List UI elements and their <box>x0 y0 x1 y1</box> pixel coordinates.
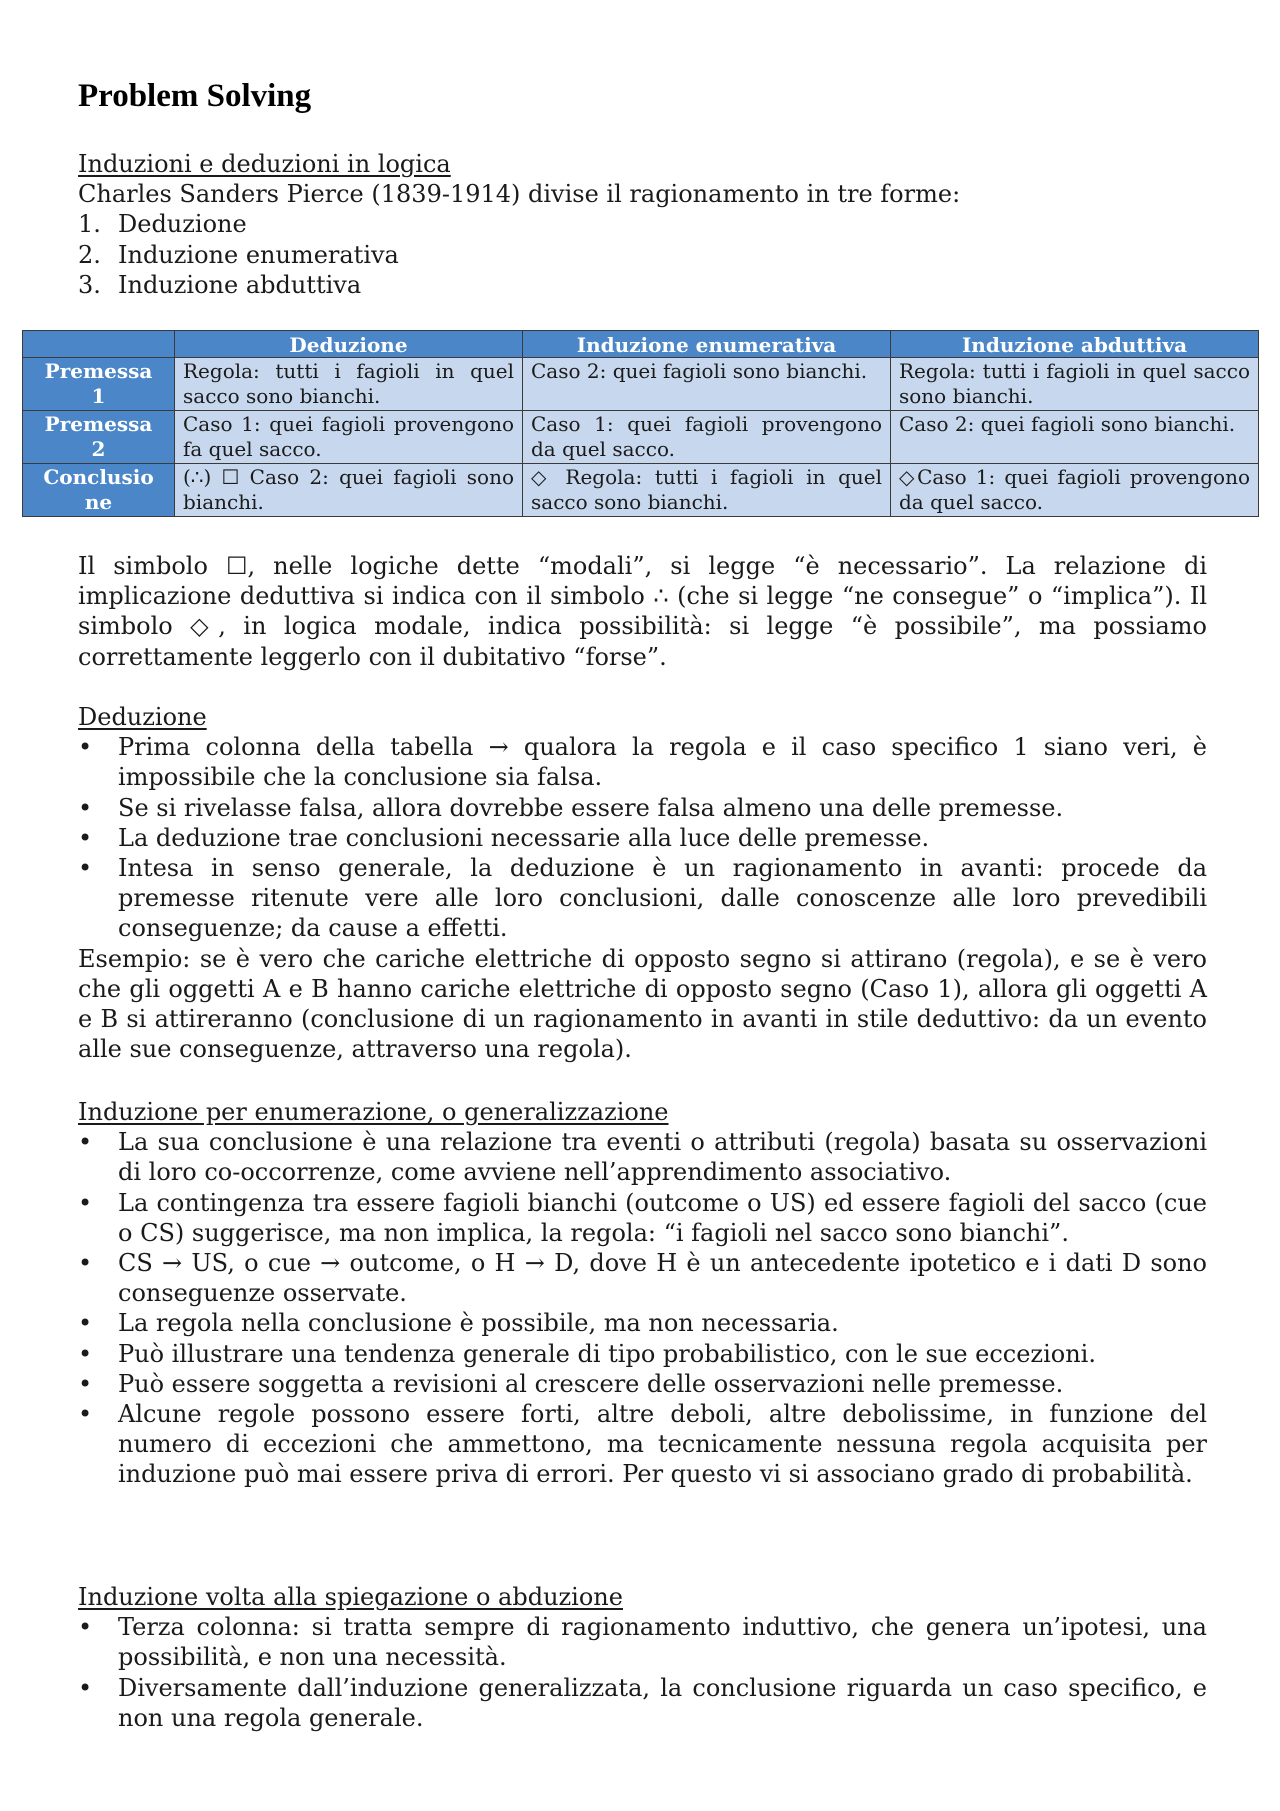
table-header-row <box>23 331 1259 358</box>
enumerazione-section <box>78 1097 1207 1490</box>
intro-section <box>78 149 1207 300</box>
column-header-deduzione: Deduzione <box>175 331 523 358</box>
deduzione-section <box>78 702 1207 1064</box>
column-header-induzione-abduttiva: Induzione abduttiva <box>891 331 1259 358</box>
list-item <box>78 1308 1207 1338</box>
list-item-text: Induzione abduttiva <box>118 270 362 299</box>
list-item-text: Può illustrare una tendenza generale di tipo probabilistico, con le sue eccezioni. <box>118 1339 1096 1368</box>
list-item <box>78 1673 1207 1733</box>
list-item-text: La contingenza tra essere fagioli bianchi (outcome o US) ed essere fagioli del sacco (cue o CS) suggerisce, ma non implica, la regola: “i fagioli nel sacco sono bianchi”. <box>118 1188 1207 1247</box>
enumerazione-bullets <box>78 1127 1207 1489</box>
list-item <box>78 240 1207 270</box>
section-heading: Induzione volta alla spiegazione o abduzione <box>78 1583 623 1611</box>
list-number: 2. <box>78 240 101 269</box>
reasoning-forms-list <box>78 209 1207 300</box>
table-cell: Caso 1: quei fagioli provengono da quel sacco. <box>523 411 891 464</box>
list-item <box>78 793 1207 823</box>
bullet-icon: • <box>78 854 93 883</box>
bullet-icon: • <box>78 1188 93 1217</box>
list-item <box>78 1248 1207 1308</box>
table-cell: Regola: tutti i fagioli in quel sacco sono bianchi. <box>891 358 1259 411</box>
list-item-text: La sua conclusione è una relazione tra eventi o attributi (regola) basata su osservazioni di loro co-occorrenze, come avviene nell’apprendimento associativo. <box>118 1128 1207 1187</box>
list-item-text: Alcune regole possono essere forti, altre deboli, altre debolissime, in funzione del numero di eccezioni che ammettono, ma tecnicamente nessuna regola acquisita per induzione può mai essere priva di errori. Per questo vi si associano grado di probabilità. <box>118 1400 1207 1489</box>
list-item <box>78 1339 1207 1369</box>
modal-symbols-paragraph: Il simbolo ☐, nelle logiche dette “modali”, si legge “è necessario”. La relazione di implicazione deduttiva si indica con il simbolo ∴ (che si legge “ne consegue” o “implica”). Il simbolo ◇, in logica modale, indica possibilità: si legge “è possibile”, ma possiamo correttamente leggerlo con il dubitativo “forse”. <box>78 552 1207 671</box>
row-header-premessa-1 <box>23 358 175 411</box>
table-row <box>23 358 1259 411</box>
list-item <box>78 823 1207 853</box>
intro-heading: Induzioni e deduzioni in logica <box>78 150 451 178</box>
page-title: Problem Solving <box>78 78 312 114</box>
table-row <box>23 464 1259 517</box>
column-header-induzione-enumerativa: Induzione enumerativa <box>523 331 891 358</box>
list-item-text: Può essere soggetta a revisioni al crescere delle osservazioni nelle premesse. <box>118 1369 1064 1398</box>
deduzione-example: Esempio: se è vero che cariche elettriche di opposto segno si attirano (regola), e se è vero che gli oggetti A e B hanno cariche elettriche di opposto segno (Caso 1), allora gli oggetti A e B si attireranno (conclusione di un ragionamento in avanti in stile deduttivo: da un evento alle sue conseguenze, attraverso una regola). <box>78 944 1207 1064</box>
list-item <box>78 732 1207 792</box>
bullet-icon: • <box>78 733 93 762</box>
list-number: 3. <box>78 270 101 299</box>
list-item <box>78 1127 1207 1187</box>
table-cell: Caso 2: quei fagioli sono bianchi. <box>523 358 891 411</box>
list-item-text: Se si rivelasse falsa, allora dovrebbe essere falsa almeno una delle premesse. <box>118 793 1064 822</box>
bullet-icon: • <box>78 793 93 822</box>
list-item <box>78 853 1207 944</box>
bullet-icon: • <box>78 1339 93 1368</box>
table-cell: ◇ Regola: tutti i fagioli in quel sacco sono bianchi. <box>523 464 891 517</box>
list-item <box>78 270 1207 300</box>
table-cell: (∴) ☐ Caso 2: quei fagioli sono bianchi. <box>175 464 523 517</box>
table-cell: ◇Caso 1: quei fagioli provengono da quel sacco. <box>891 464 1259 517</box>
list-item-text: Prima colonna della tabella → qualora la regola e il caso specifico 1 siano veri, è impossibile che la conclusione sia falsa. <box>118 733 1207 792</box>
list-number: 1. <box>78 210 101 239</box>
list-item-text: La regola nella conclusione è possibile, ma non necessaria. <box>118 1309 839 1338</box>
row-header-premessa-2 <box>23 411 175 464</box>
table-cell: Caso 1: quei fagioli provengono fa quel sacco. <box>175 411 523 464</box>
reasoning-table <box>22 330 1259 517</box>
list-item-text: Intesa in senso generale, la deduzione è un ragionamento in avanti: procede da premesse ritenute vere alle loro conclusioni, dalle conoscenze alle loro prevedibili conseguenze; da cause a effetti. <box>118 854 1207 943</box>
list-item-text: La deduzione trae conclusioni necessarie alla luce delle premesse. <box>118 823 930 852</box>
list-item <box>78 209 1207 239</box>
abduzione-bullets <box>78 1612 1207 1733</box>
row-header-line: ne <box>84 489 113 514</box>
row-header-line: Premessa <box>44 359 153 383</box>
deduzione-bullets <box>78 732 1207 943</box>
bullet-icon: • <box>78 1400 93 1429</box>
bullet-icon: • <box>78 1249 93 1278</box>
bullet-icon: • <box>78 823 93 852</box>
row-header-line: 1 <box>91 383 106 408</box>
bullet-icon: • <box>78 1309 93 1338</box>
list-item-text: Deduzione <box>118 210 247 239</box>
list-item-text: Diversamente dall’induzione generalizzata, la conclusione riguarda un caso specifico, e non una regola generale. <box>118 1673 1207 1732</box>
table-corner-cell <box>23 331 175 358</box>
bullet-icon: • <box>78 1613 93 1642</box>
row-header-line: 2 <box>91 436 106 461</box>
list-item <box>78 1188 1207 1248</box>
row-header-line: Premessa <box>44 412 153 436</box>
bullet-icon: • <box>78 1369 93 1398</box>
bullet-icon: • <box>78 1128 93 1157</box>
table-row <box>23 411 1259 464</box>
list-item <box>78 1612 1207 1672</box>
list-item-text: Induzione enumerativa <box>118 240 399 269</box>
section-heading: Induzione per enumerazione, o generalizzazione <box>78 1098 669 1126</box>
intro-text: Charles Sanders Pierce (1839-1914) divise il ragionamento in tre forme: <box>78 180 961 209</box>
list-item <box>78 1399 1207 1490</box>
list-item-text: Terza colonna: si tratta sempre di ragionamento induttivo, che genera un’ipotesi, una possibilità, e non una necessità. <box>118 1613 1207 1672</box>
table-cell: Regola: tutti i fagioli in quel sacco sono bianchi. <box>175 358 523 411</box>
abduzione-section <box>78 1582 1207 1733</box>
row-header-conclusione <box>23 464 175 517</box>
section-heading: Deduzione <box>78 703 207 731</box>
list-item <box>78 1369 1207 1399</box>
row-header-line: Conclusio <box>43 465 154 489</box>
bullet-icon: • <box>78 1673 93 1702</box>
table-cell: Caso 2: quei fagioli sono bianchi. <box>891 411 1259 464</box>
list-item-text: CS → US, o cue → outcome, o H → D, dove H è un antecedente ipotetico e i dati D sono conseguenze osservate. <box>118 1249 1207 1308</box>
